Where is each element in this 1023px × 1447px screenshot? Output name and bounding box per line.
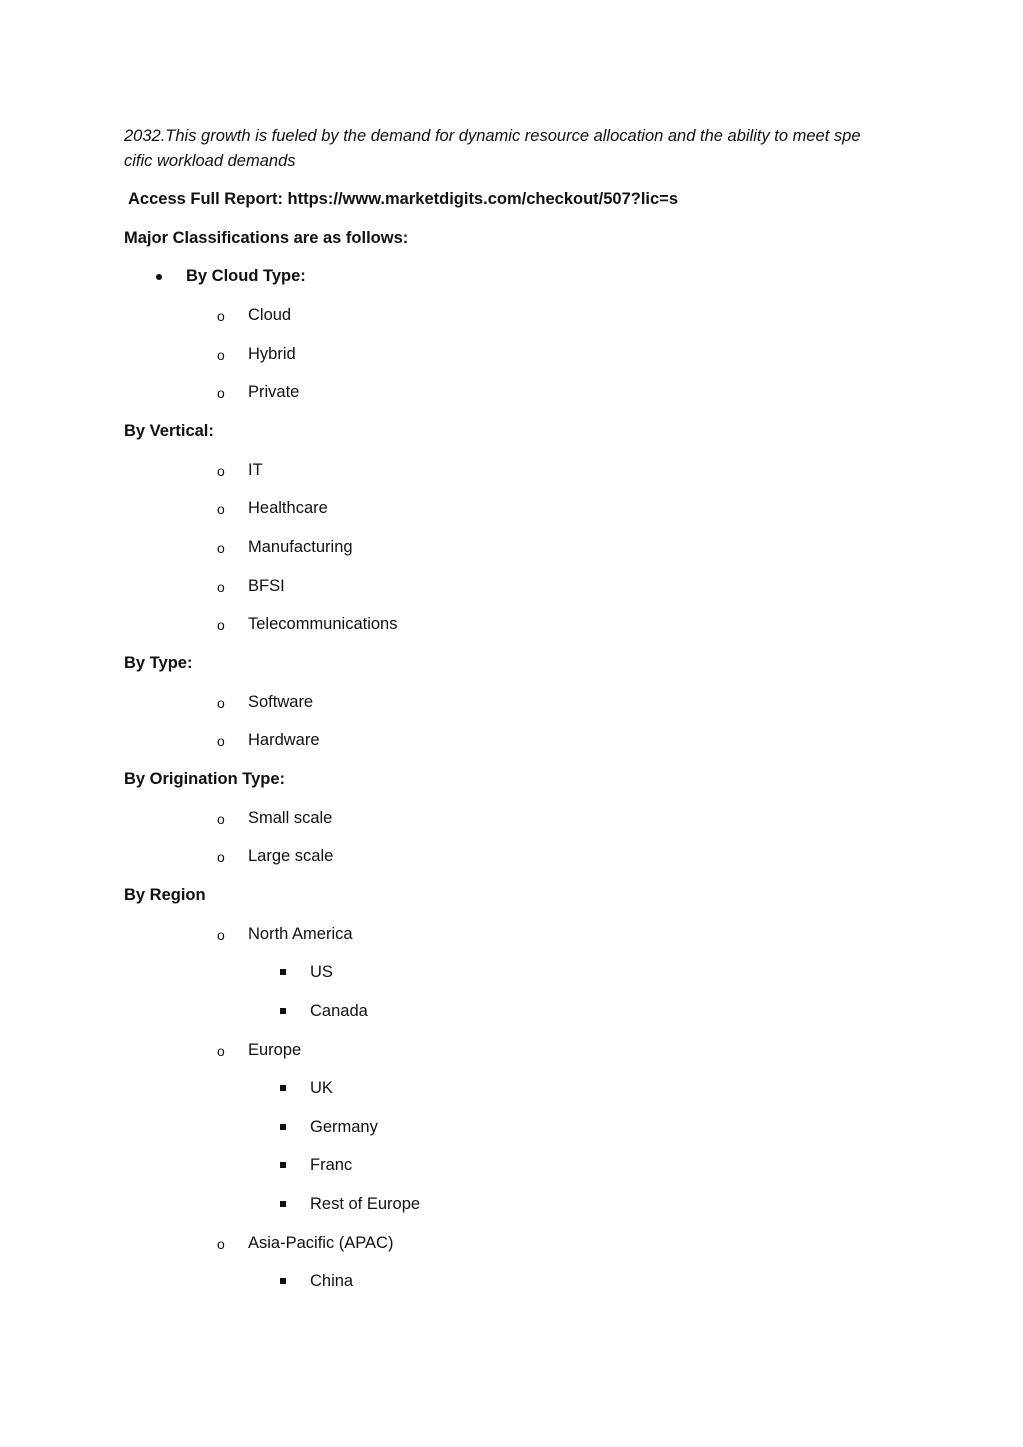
list-item: IT bbox=[248, 461, 263, 479]
circle-bullet-icon: o bbox=[217, 1236, 225, 1252]
intro-line-1: 2032.This growth is fueled by the demand for dynamic resource allocation and the ability to meet spe bbox=[124, 127, 861, 145]
list-item: Small scale bbox=[248, 809, 333, 827]
list-item: Healthcare bbox=[248, 499, 328, 517]
list-item: BFSI bbox=[248, 577, 285, 595]
circle-bullet-icon: o bbox=[217, 849, 225, 865]
square-bullet-icon bbox=[280, 1162, 286, 1168]
heading-origination-type: By Origination Type: bbox=[124, 770, 286, 788]
intro-line-2: cific workload demands bbox=[124, 152, 296, 170]
circle-bullet-icon: o bbox=[217, 579, 225, 595]
intro-paragraph bbox=[124, 124, 904, 174]
list-item: Hybrid bbox=[248, 345, 296, 363]
list-item: Germany bbox=[310, 1118, 378, 1136]
list-item: US bbox=[310, 963, 333, 981]
list-item: Canada bbox=[310, 1002, 368, 1020]
list-item: Telecommunications bbox=[248, 615, 398, 633]
circle-bullet-icon: o bbox=[217, 927, 225, 943]
circle-bullet-icon: o bbox=[217, 617, 225, 633]
heading-type: By Type: bbox=[124, 654, 193, 672]
heading-cloud-type: By Cloud Type: bbox=[186, 267, 306, 285]
region-group-label: North America bbox=[248, 925, 353, 943]
square-bullet-icon bbox=[280, 1278, 286, 1284]
heading-vertical: By Vertical: bbox=[124, 422, 214, 440]
list-item: Cloud bbox=[248, 306, 292, 324]
region-group-label: Asia-Pacific (APAC) bbox=[248, 1234, 394, 1252]
circle-bullet-icon: o bbox=[217, 540, 225, 556]
square-bullet-icon bbox=[280, 1124, 286, 1130]
circle-bullet-icon: o bbox=[217, 1043, 225, 1059]
region-group-label: Europe bbox=[248, 1041, 302, 1059]
circle-bullet-icon: o bbox=[217, 463, 225, 479]
major-classifications-heading: Major Classifications are as follows: bbox=[124, 229, 409, 247]
list-item: Franc bbox=[310, 1156, 353, 1174]
square-bullet-icon bbox=[280, 1085, 286, 1091]
circle-bullet-icon: o bbox=[217, 308, 225, 324]
list-item: Hardware bbox=[248, 731, 320, 749]
circle-bullet-icon: o bbox=[217, 501, 225, 517]
square-bullet-icon bbox=[280, 969, 286, 975]
list-item: Large scale bbox=[248, 847, 334, 865]
circle-bullet-icon: o bbox=[217, 733, 225, 749]
list-item: Rest of Europe bbox=[310, 1195, 421, 1213]
list-item: Software bbox=[248, 693, 314, 711]
circle-bullet-icon: o bbox=[217, 385, 225, 401]
list-item: Manufacturing bbox=[248, 538, 353, 556]
circle-bullet-icon: o bbox=[217, 347, 225, 363]
list-item: UK bbox=[310, 1079, 333, 1097]
access-report-link[interactable]: Access Full Report: https://www.marketdigits.com/checkout/507?lic=s bbox=[128, 190, 678, 208]
bullet-dot-icon bbox=[156, 274, 162, 280]
circle-bullet-icon: o bbox=[217, 811, 225, 827]
heading-region: By Region bbox=[124, 886, 206, 904]
square-bullet-icon bbox=[280, 1201, 286, 1207]
square-bullet-icon bbox=[280, 1008, 286, 1014]
circle-bullet-icon: o bbox=[217, 695, 225, 711]
list-item: China bbox=[310, 1272, 354, 1290]
list-item: Private bbox=[248, 383, 300, 401]
